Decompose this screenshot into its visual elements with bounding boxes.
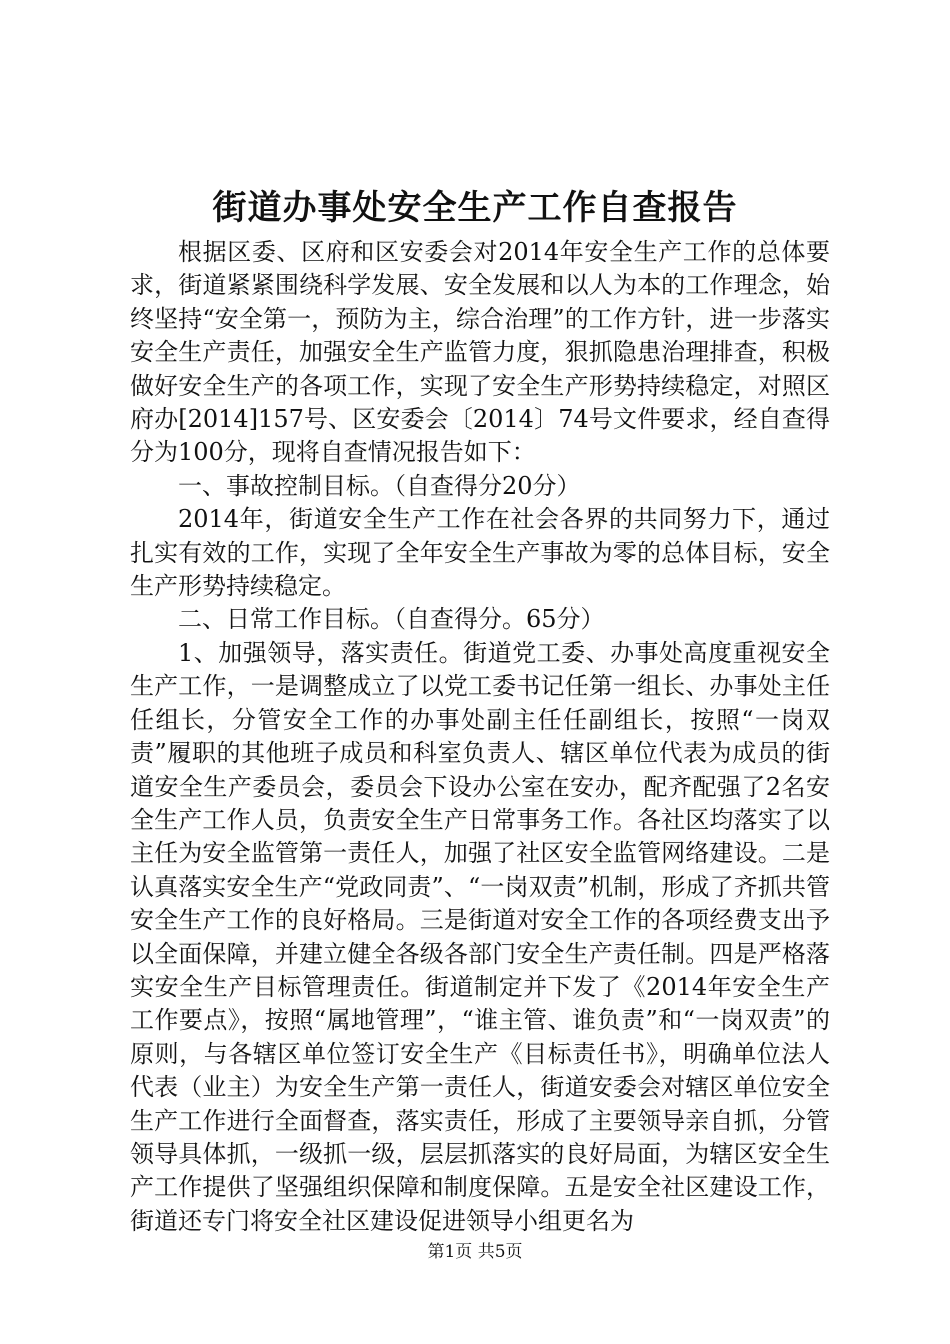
document-title: 街道办事处安全生产工作自查报告	[212, 188, 738, 228]
paragraph-leadership: 1、加强领导，落实责任。街道党工委、办事处高度重视安全生产工作，一是调整成立了以党工委书记任第一组长、办事处主任任组长，分管安全工作的办事处副主任任副组长，按照“一岗双责”履职的其他班子成员和科室负责人、辖区单位代表为成员的街道安全生产委员会，委员会下设办公室在安办，配齐配强了2名安全生产工作人员，负责安全生产日常事务工作。各社区均落实了以主任为安全监管第一责任人，加强了社区安全监管网络建设。二是认真落实安全生产“党政同责”、“一岗双责”机制，形成了齐抓共管安全生产工作的良好格局。三是街道对安全工作的各项经费支出予以全面保障，并建立健全各级各部门安全生产责任制。四是严格落实安全生产目标管理责任。街道制定并下发了《2014年安全生产工作要点》，按照“属地管理”，“谁主管、谁负责”和“一岗双责”的原则，与各辖区单位签订安全生产《目标责任书》，明确单位法人代表（业主）为安全生产第一责任人，街道安委会对辖区单位安全生产工作进行全面督查，落实责任，形成了主要领导亲自抓，分管领导具体抓，一级抓一级，层层抓落实的良好局面，为辖区安全生产工作提供了坚强组织保障和制度保障。五是安全社区建设工作，街道还专门将安全社区建设促进领导小组更名为	[130, 638, 830, 1235]
document-body	[130, 236, 830, 1238]
section-heading-accident-control: 一、事故控制目标。（自查得分20分）	[178, 471, 581, 500]
page-number-footer: 第1页 共5页	[427, 1242, 523, 1262]
section-heading-daily-work: 二、日常工作目标。（自查得分。65分）	[178, 605, 605, 634]
paragraph-accident-control: 2014年，街道安全生产工作在社会各界的共同努力下，通过扎实有效的工作，实现了全年安全生产事故为零的总体目标，安全生产形势持续稳定。	[130, 505, 830, 601]
paragraph-intro: 根据区委、区府和区安委会对2014年安全生产工作的总体要求，街道紧紧围绕科学发展、安全发展和以人为本的工作理念，始终坚持“安全第一，预防为主，综合治理”的工作方针，进一步落实安全生产责任，加强安全生产监管力度，狠抓隐患治理排查，积极做好安全生产的各项工作，实现了安全生产形势持续稳定，对照区府办[2014]157号、区安委会〔2014〕74号文件要求，经自查得分为100分，现将自查情况报告如下：	[130, 238, 830, 467]
